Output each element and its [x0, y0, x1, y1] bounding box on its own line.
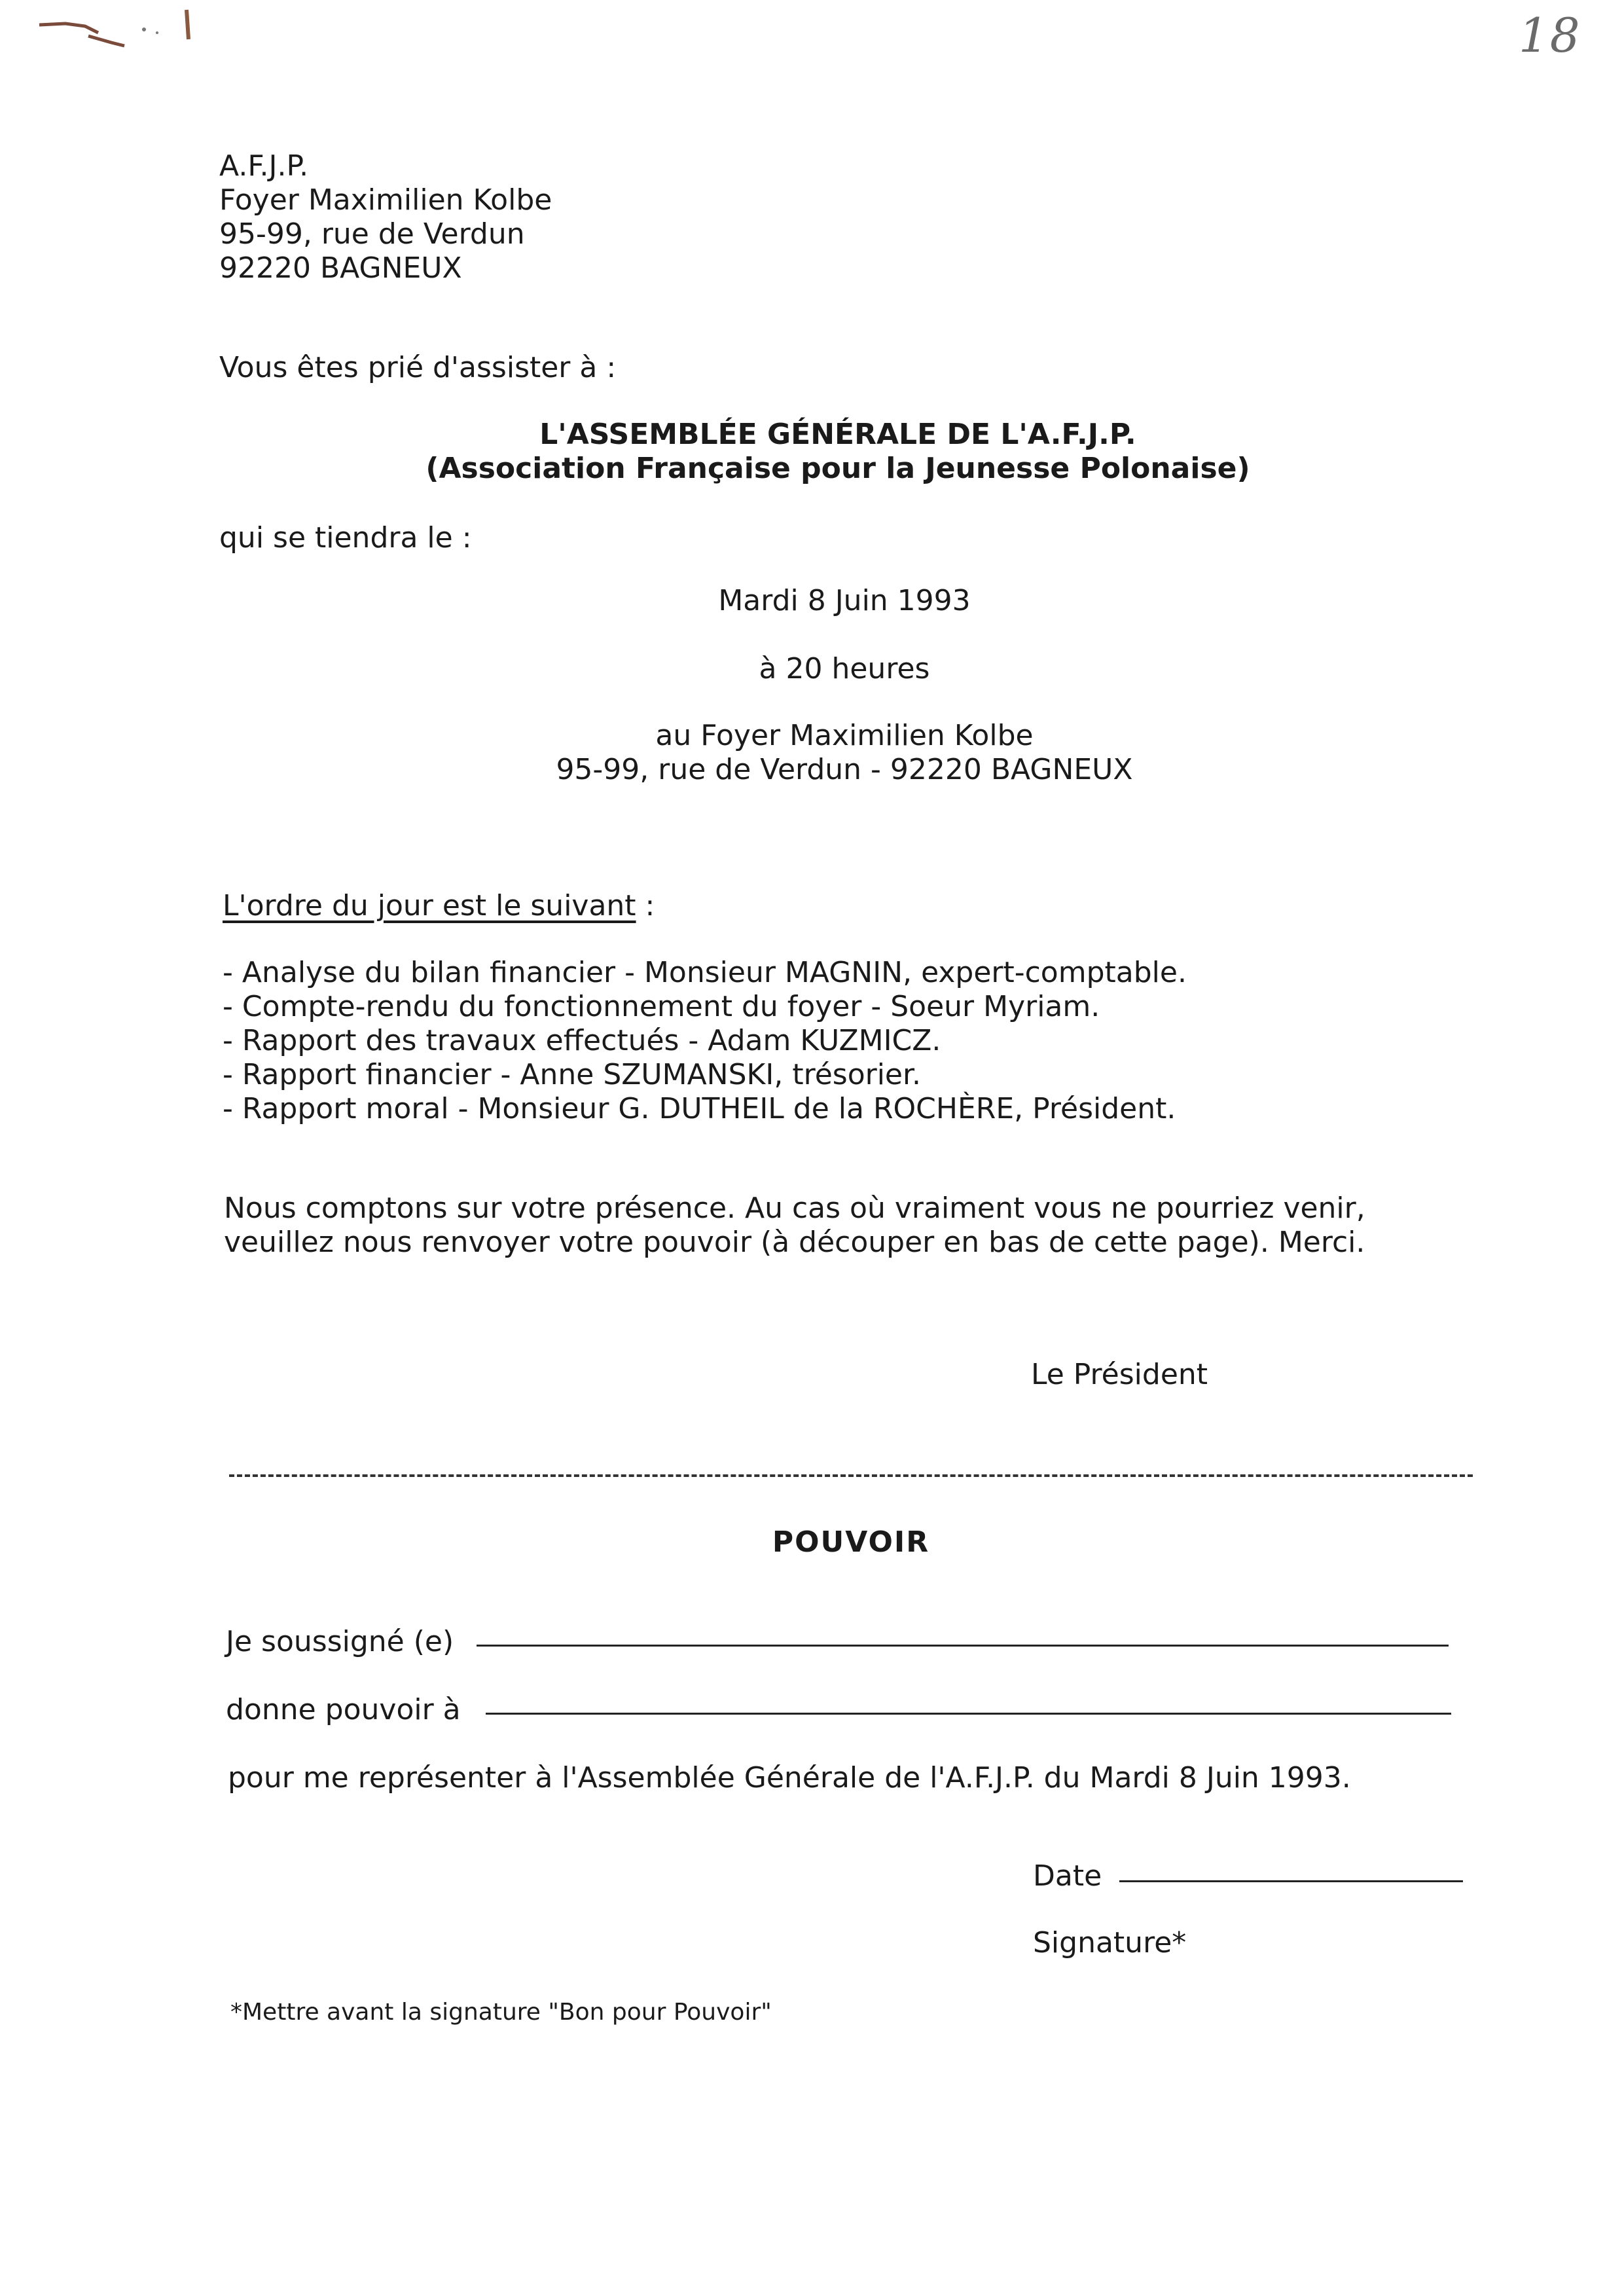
signoff: Le Président — [1031, 1358, 1208, 1391]
agenda-item: - Rapport des travaux effectués - Adam KUZMICZ. — [223, 1024, 941, 1057]
cut-line — [229, 1474, 1473, 1477]
held-on-label: qui se tiendra le : — [219, 521, 472, 555]
page-number: 18 — [1519, 8, 1581, 63]
event-title: L'ASSEMBLÉE GÉNÉRALE DE L'A.F.J.P. — [539, 418, 1136, 451]
grant-label: donne pouvoir à — [226, 1693, 461, 1726]
scan-specks — [26, 7, 196, 85]
date-label: Date — [1033, 1859, 1102, 1893]
sender-line-4: 92220 BAGNEUX — [219, 251, 462, 285]
event-subtitle: (Association Française pour la Jeunesse Polonaise) — [425, 452, 1250, 485]
agenda-item: - Rapport financier - Anne SZUMANSKI, trésorier. — [223, 1058, 922, 1091]
event-date: Mardi 8 Juin 1993 — [718, 584, 971, 617]
agenda-item: - Analyse du bilan financier - Monsieur MAGNIN, expert-comptable. — [223, 956, 1187, 989]
sender-line-2: Foyer Maximilien Kolbe — [219, 183, 552, 217]
footnote: *Mettre avant la signature "Bon pour Pouvoir" — [230, 1999, 772, 2026]
undersigned-label: Je soussigné (e) — [226, 1625, 454, 1658]
signature-label: Signature* — [1033, 1926, 1187, 1959]
proxy-holder-field[interactable] — [486, 1713, 1451, 1715]
proxy-purpose: pour me représenter à l'Assemblée Générale de l'A.F.J.P. du Mardi 8 Juin 1993. — [228, 1761, 1351, 1795]
closing-line-2: veuillez nous renvoyer votre pouvoir (à découper en bas de cette page). Merci. — [224, 1226, 1365, 1259]
event-time: à 20 heures — [759, 652, 930, 685]
sender-line-1: A.F.J.P. — [219, 149, 309, 183]
venue-line-1: au Foyer Maximilien Kolbe — [655, 719, 1034, 752]
agenda-item: - Compte-rendu du fonctionnement du foyer - Soeur Myriam. — [223, 990, 1100, 1023]
closing-line-1: Nous comptons sur votre présence. Au cas où vraiment vous ne pourriez venir, — [224, 1192, 1365, 1225]
date-field[interactable] — [1119, 1880, 1463, 1882]
undersigned-field[interactable] — [477, 1645, 1449, 1647]
agenda-heading-colon: : — [636, 889, 655, 922]
agenda-item: - Rapport moral - Monsieur G. DUTHEIL de la ROCHÈRE, Président. — [223, 1092, 1176, 1125]
agenda-heading — [223, 889, 655, 923]
agenda-heading-text: L'ordre du jour est le suivant — [223, 889, 636, 922]
proxy-title: POUVOIR — [772, 1525, 930, 1559]
invitation-intro: Vous êtes prié d'assister à : — [219, 351, 617, 384]
venue-line-2: 95-99, rue de Verdun - 92220 BAGNEUX — [556, 753, 1133, 786]
sender-line-3: 95-99, rue de Verdun — [219, 217, 525, 251]
